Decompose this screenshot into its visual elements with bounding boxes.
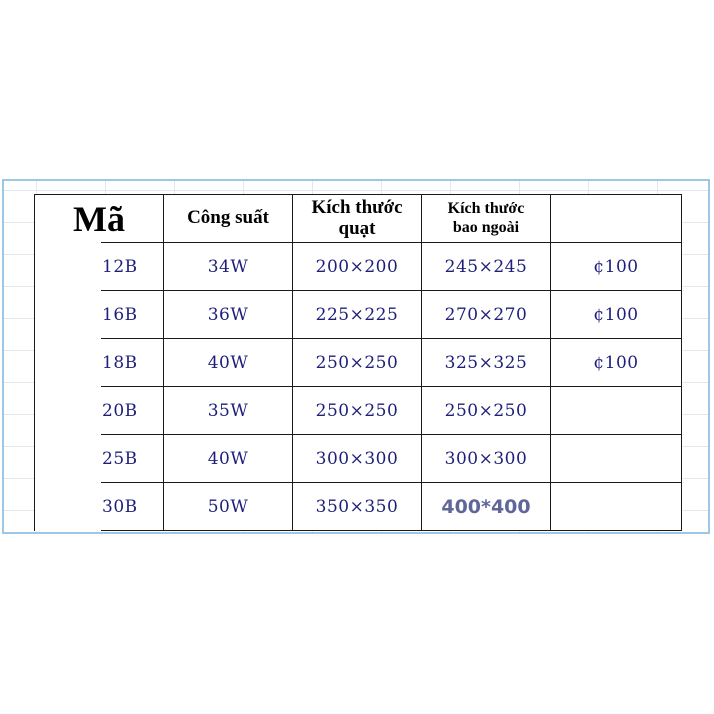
outer-size-cell: 270×270	[422, 291, 551, 339]
masked-area	[35, 482, 101, 531]
power-cell: 50W	[164, 483, 293, 531]
masked-area	[35, 386, 101, 435]
masked-area	[35, 434, 101, 483]
power-cell: 36W	[164, 291, 293, 339]
fan-size-cell: 225×225	[293, 291, 422, 339]
outer-size-cell: 400*400	[422, 483, 551, 531]
spec-table	[34, 194, 682, 531]
power-cell: 35W	[164, 387, 293, 435]
price-cell: ¢100	[551, 339, 682, 387]
outer-size-cell: 300×300	[422, 435, 551, 483]
outer-size-cell: 250×250	[422, 387, 551, 435]
header-row	[35, 195, 682, 243]
code-cell: 25B	[35, 435, 164, 483]
price-cell	[551, 435, 682, 483]
code-cell: 16B	[35, 291, 164, 339]
outer-size-cell: 325×325	[422, 339, 551, 387]
price-cell: ¢100	[551, 243, 682, 291]
header-extra	[551, 195, 682, 243]
masked-area	[35, 338, 101, 387]
price-cell: ¢100	[551, 291, 682, 339]
table-row	[35, 339, 682, 387]
fan-size-cell: 200×200	[293, 243, 422, 291]
code-cell: 12B	[35, 243, 164, 291]
masked-area	[35, 290, 101, 339]
fan-size-cell: 250×250	[293, 387, 422, 435]
table-row	[35, 243, 682, 291]
header-code: Mã	[35, 195, 164, 243]
code-cell: 20B	[35, 387, 164, 435]
masked-area	[35, 242, 101, 291]
fan-size-cell: 300×300	[293, 435, 422, 483]
header-outer-size: Kích thước bao ngoài	[422, 195, 551, 243]
table-row	[35, 291, 682, 339]
header-power: Công suất	[164, 195, 293, 243]
fan-size-cell: 250×250	[293, 339, 422, 387]
table-row	[35, 387, 682, 435]
table-row	[35, 435, 682, 483]
power-cell: 40W	[164, 339, 293, 387]
table-row	[35, 483, 682, 531]
outer-size-cell: 245×245	[422, 243, 551, 291]
power-cell: 34W	[164, 243, 293, 291]
power-cell: 40W	[164, 435, 293, 483]
price-cell	[551, 387, 682, 435]
header-fan-size: Kích thước quạt	[293, 195, 422, 243]
code-cell: 30B	[35, 483, 164, 531]
fan-size-cell: 350×350	[293, 483, 422, 531]
code-cell: 18B	[35, 339, 164, 387]
price-cell	[551, 483, 682, 531]
